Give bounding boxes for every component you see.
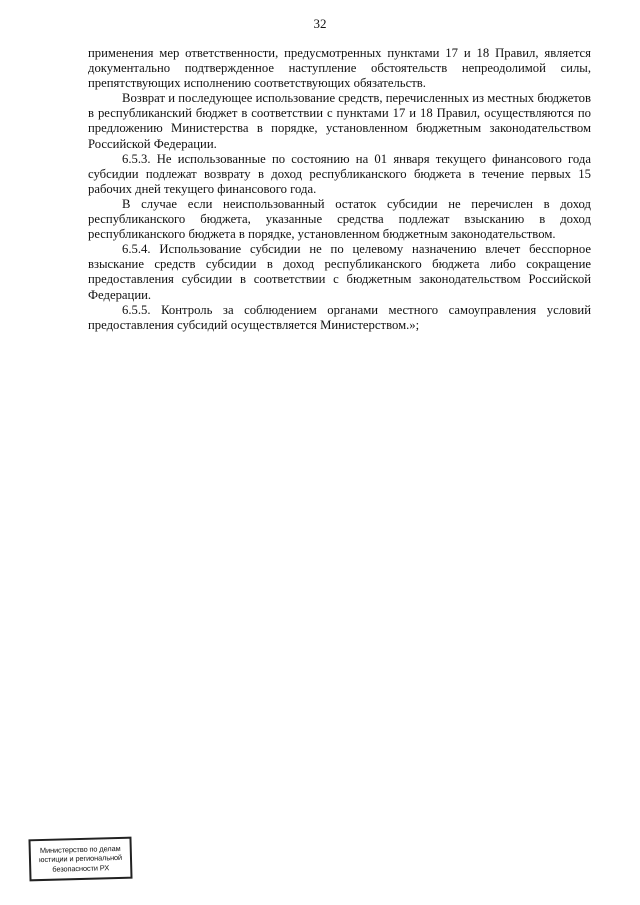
stamp-line: юстиции и региональной bbox=[38, 853, 123, 865]
ministry-stamp bbox=[28, 837, 132, 882]
document-body bbox=[88, 46, 591, 333]
paragraph-6-5-4: 6.5.4. Использование субсидии не по целевому назначению влечет бесспорное взыскание средств субсидии в доход республиканского бюджета либо сокращение предоставления субсидии в соответствии с бюджетным законодательством Российской Федерации. bbox=[88, 242, 591, 302]
stamp-line: Министерство по делам bbox=[39, 843, 121, 855]
paragraph-unused-balance: В случае если неиспользованный остаток субсидии не перечислен в доход республиканского бюджета, указанные средства подлежат взысканию в доход республиканского бюджета в порядке, установленном бюджетным законодательством. bbox=[88, 196, 591, 242]
stamp-line: безопасности РХ bbox=[52, 863, 110, 874]
paragraph-continuation: применения мер ответственности, предусмотренных пунктами 17 и 18 Правил, является документально подтвержденное наступление обстоятельств непреодолимой силы, препятствующих исполнению соответствующих обязательств. bbox=[88, 46, 591, 91]
page-number: 32 bbox=[313, 16, 327, 31]
paragraph-6-5-5: 6.5.5. Контроль за соблюдением органами местного самоуправления условий предоставления субсидий осуществляется Министерством.»; bbox=[88, 302, 591, 332]
paragraph-6-5-3: 6.5.3. Не использованные по состоянию на 01 января текущего финансового года субсидии подлежат возврату в доход республиканского бюджета в течение первых 15 рабочих дней текущего финансового года. bbox=[88, 151, 591, 196]
paragraph-refund-usage: Возврат и последующее использование средств, перечисленных из местных бюджетов в республиканский бюджет в соответствии с пунктами 17 и 18 Правил, осуществляются по предложению Министерства в порядке, установленном бюджетным законодательством Российской Федерации. bbox=[88, 91, 591, 151]
